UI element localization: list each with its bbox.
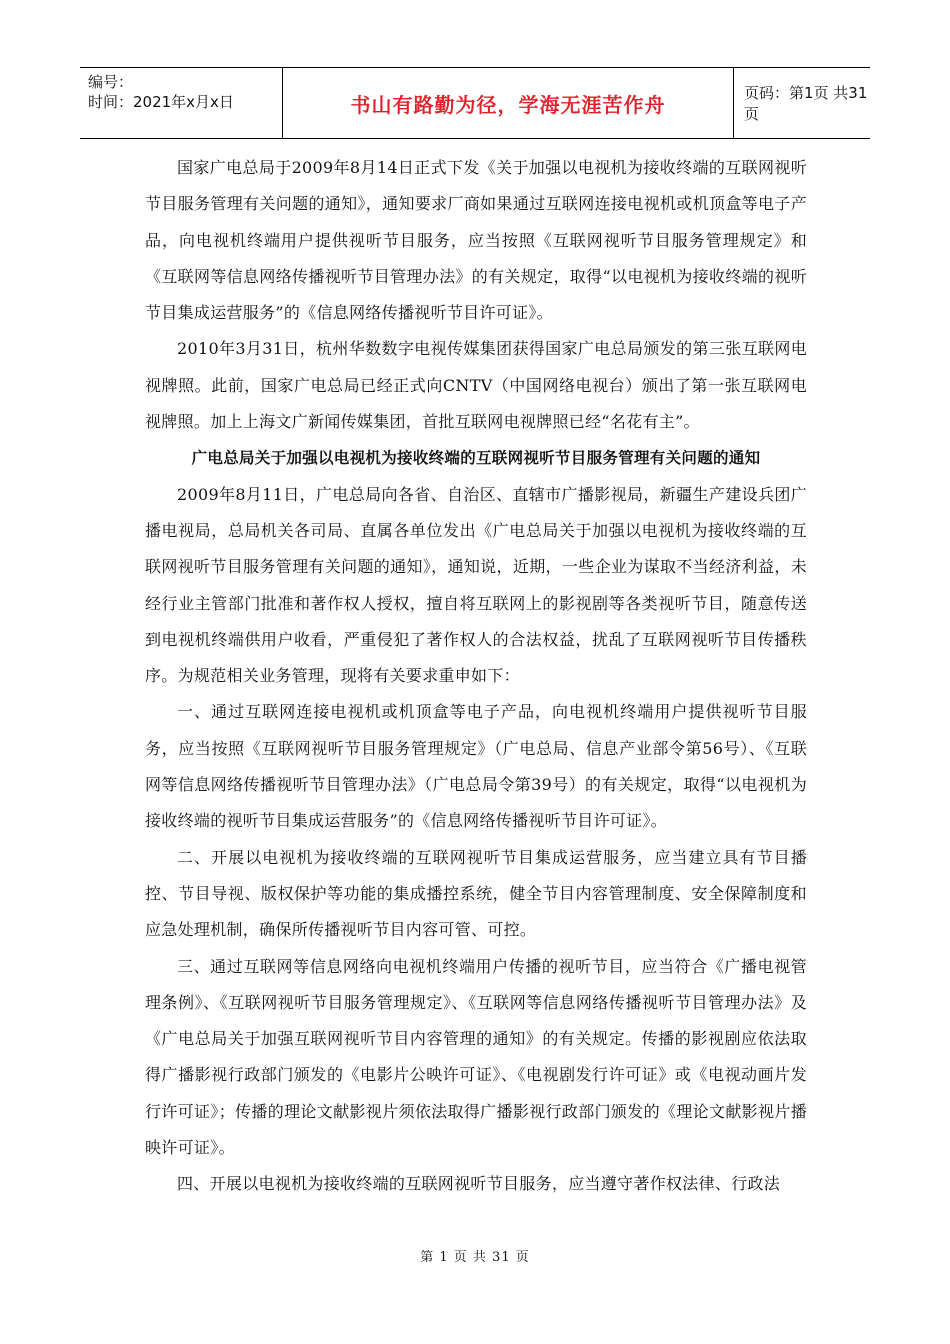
paragraph: 2010年3月31日，杭州华数数字电视传媒集团获得国家广电总局颁发的第三张互联网电视牌照。此前，国家广电总局已经正式向CNTV（中国网络电视台）颁出了第一张互联网电视牌照。加上上海文广新闻传媒集团，首批互联网电视牌照已经“名花有主”。	[145, 339, 807, 432]
paragraph: 一、通过互联网连接电视机或机顶盒等电子产品，向电视机终端用户提供视听节目服务，应当按照《互联网视听节目服务管理规定》（广电总局、信息产业部令第56号）、《互联网等信息网络传播视听节目管理办法》（广电总局令第39号）的有关规定，取得“以电视机为接收终端的视听节目集成运营服务”的《信息网络传播视听节目许可证》。	[145, 702, 807, 831]
page-info: 页码：第1页 共31页	[744, 84, 868, 123]
page-footer: 第 1 页 共 31 页	[420, 1250, 530, 1265]
paragraph: 2009年8月11日，广电总局向各省、自治区、直辖市广播影视局，新疆生产建设兵团广播电视局，总局机关各司局、直属各单位发出《广电总局关于加强以电视机为接收终端的互联网视听节目服务管理有关问题的通知》，通知说，近期，一些企业为谋取不当经济利益，未经行业主管部门批准和著作权人授权，擅自将互联网上的影视剧等各类视听节目，随意传送到电视机终端供用户收看，严重侵犯了著作权人的合法权益，扰乱了互联网视听节目传播秩序。为规范相关业务管理，现将有关要求重申如下：	[145, 484, 807, 686]
paragraph: 四、开展以电视机为接收终端的互联网视听节目服务，应当遵守著作权法律、行政法	[177, 1174, 781, 1194]
date-label: 时间：2021年x月x日	[88, 93, 234, 111]
header-meta-cell	[80, 68, 282, 138]
document-body	[145, 150, 807, 1203]
doc-number-label: 编号：	[88, 73, 134, 91]
header-page-cell	[734, 68, 870, 138]
motto-text: 书山有路勤为径，学海无涯苦作舟	[350, 92, 666, 117]
header-table	[80, 67, 870, 139]
paragraph: 二、开展以电视机为接收终端的互联网视听节目集成运营服务，应当建立具有节目播控、节目导视、版权保护等功能的集成播控系统，健全节目内容管理制度、安全保障制度和应急处理机制，确保所传播视听节目内容可管、可控。	[145, 847, 807, 940]
section-title: 广电总局关于加强以电视机为接收终端的互联网视听节目服务管理有关问题的通知	[191, 449, 761, 468]
header-motto-cell	[283, 68, 733, 138]
paragraph: 三、通过互联网等信息网络向电视机终端用户传播的视听节目，应当符合《广播电视管理条例》、《互联网视听节目服务管理规定》、《互联网等信息网络传播视听节目管理办法》及《广电总局关于加强互联网视听节目内容管理的通知》的有关规定。传播的影视剧应依法取得广播影视行政部门颁发的《电影片公映许可证》、《电视剧发行许可证》或《电视动画片发行许可证》；传播的理论文献影视片须依法取得广播影视行政部门颁发的《理论文献影视片播映许可证》。	[145, 956, 807, 1158]
paragraph: 国家广电总局于2009年8月14日正式下发《关于加强以电视机为接收终端的互联网视听节目服务管理有关问题的通知》，通知要求厂商如果通过互联网连接电视机或机顶盒等电子产品，向电视机终端用户提供视听节目服务，应当按照《互联网视听节目服务管理规定》和《互联网等信息网络传播视听节目管理办法》的有关规定，取得“以电视机为接收终端的视听节目集成运营服务”的《信息网络传播视听节目许可证》。	[145, 158, 807, 323]
